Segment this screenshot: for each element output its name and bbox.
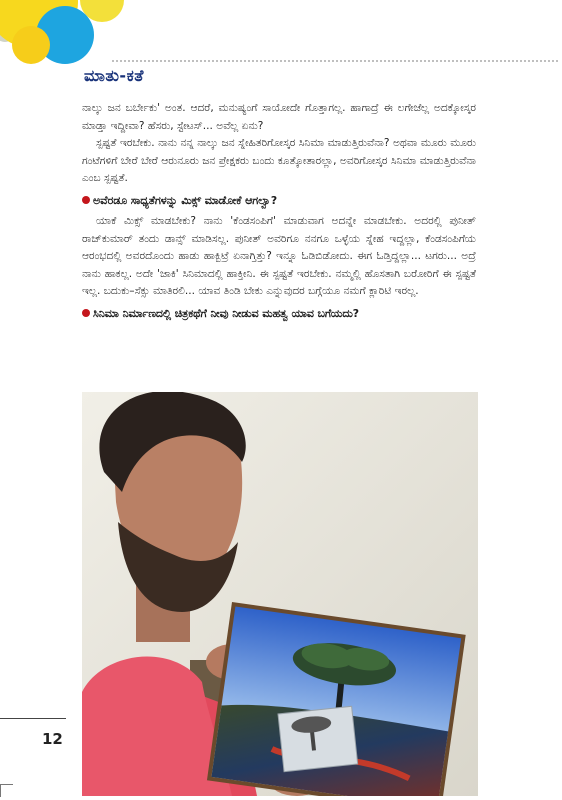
painting (207, 602, 466, 796)
question-1-text: ಅವೆರಡೂ ಸಾಧ್ಯತೆಗಳನ್ನು ಮಿಕ್ಸ್ ಮಾಡೋಕೆ ಆಗಲ್ವಾ? (93, 193, 278, 207)
photo-reference-card (278, 706, 358, 771)
header-dotted-rule (112, 60, 558, 62)
paragraph-1: ನಾಲ್ಕು ಜನ ಬರ್ಬೇಕು' ಅಂತ. ಆದರೆ, ಮನುಷ್ಯಂಗೆ ಸಾಯೋದೇ ಗೊತ್ತಾಗಲ್ಲ. ಹಾಗಾದ್ರೆ ಈ ಲಗೇಜೆಲ್ಲ ಅದಕ್ಕೋಸ್ಕರ ಮಾಡ್ತಾ ಇದ್ದೀವಾ? ಹೆಸರು, ಸ್ಟೇಟಸ್... ಅವೆಲ್ಲ ಏನು? (82, 102, 476, 132)
page-number: 12 (42, 730, 63, 748)
article-photo (82, 392, 478, 796)
decorative-circle-yellow-small (12, 26, 50, 64)
paragraph-2: ಸ್ಪಷ್ಟತೆ ಇರಬೇಕು. ನಾನು ನನ್ನ ನಾಲ್ಕು ಜನ ಸ್ನೇಹಿತರಿಗೋಸ್ಕರ ಸಿನಿಮಾ ಮಾಡುತ್ತಿರುವೆನಾ? ಅಥವಾ ಮೂರು ಮೂರು ಗಂಟೆಗಳಿಗೆ ಬೇರೆ ಬೇರೆ ಆರುನೂರು ಜನ ಪ್ರೇಕ್ಷಕರು ಬಂದು ಕೂತ್ಕೋತಾರಲ್ಲಾ, ಅವರಿಗೋಸ್ಕರ ಸಿನಿಮಾ ಮಾಡುತ್ತಿರುವೆನಾ ಎಂಬ ಸ್ಪಷ್ಟತೆ. (82, 137, 476, 184)
paragraph-3: ಯಾಕೆ ಮಿಕ್ಸ್ ಮಾಡಬೇಕು? ನಾನು 'ಕೆಂಡಸಂಪಿಗೆ' ಮಾಡುವಾಗ ಅದನ್ನೇ ಮಾಡಬೇಕು. ಅದರಲ್ಲಿ ಪುನೀತ್ ರಾಜ್‌ಕುಮಾರ್ ತಂದು ಡಾನ್ಸ್ ಮಾಡಿಸಲ್ಲ. ಪುನೀತ್ ಅವರಿಗೂ ನನಗೂ ಒಳ್ಳೆಯ ಸ್ನೇಹ ಇದ್ದಲ್ಲಾ, ಕೆಂಡಸಂಪಿಗೆಯ ಆರಂಭದಲ್ಲಿ ಅವರದೊಂದು ಹಾಡು ಹಾಕ್ಬಿಟ್ರೆ ಏನಾಗ್ತಿತ್ತು? ಇನ್ನೂ ಓಡಿಬಿಡೋದು. ಈಗ ಓಡ್ತಿದ್ದಲ್ಲಾ... ಟಗರು... ಅದ್ರೆ ನಾನು ಹಾಕಲ್ಲ. ಅದೇ 'ಜಾಕಿ' ಸಿನಿಮಾದಲ್ಲಿ ಹಾಕ್ತೀನಿ. ಈ ಸ್ಪಷ್ಟತೆ ಇರಬೇಕು. ನಮ್ಮಲ್ಲಿ ಹೊಸತಾಗಿ ಬರೋರಿಗೆ ಈ ಸ್ಪಷ್ಟತೆ ಇಲ್ಲ. ಬದುಕು–ಸೆಕ್ಸು ಮಾತಿರಲಿ... ಯಾವ ತಿಂಡಿ ಬೇಕು ಎನ್ನುವುದರ ಬಗ್ಗೆಯೂ ನಮಗೆ ಕ್ಲಾರಿಟಿ ಇರಲ್ಲ. (82, 215, 476, 297)
question-2 (82, 305, 476, 323)
crop-mark (0, 784, 13, 797)
question-2-text: ಸಿನಿಮಾ ನಿರ್ಮಾಣದಲ್ಲಿ ಚಿತ್ರಕಥೆಗೆ ನೀವು ನೀಡುವ ಮಹತ್ವ ಯಾವ ಬಗೆಯದು? (93, 306, 360, 320)
page-number-rule (0, 718, 66, 719)
bullet-icon (82, 309, 90, 317)
question-1 (82, 192, 476, 210)
article-body (82, 100, 476, 326)
bullet-icon (82, 196, 90, 204)
section-title: ಮಾತು-ಕತೆ (84, 66, 144, 85)
photo-illustration (82, 392, 478, 796)
